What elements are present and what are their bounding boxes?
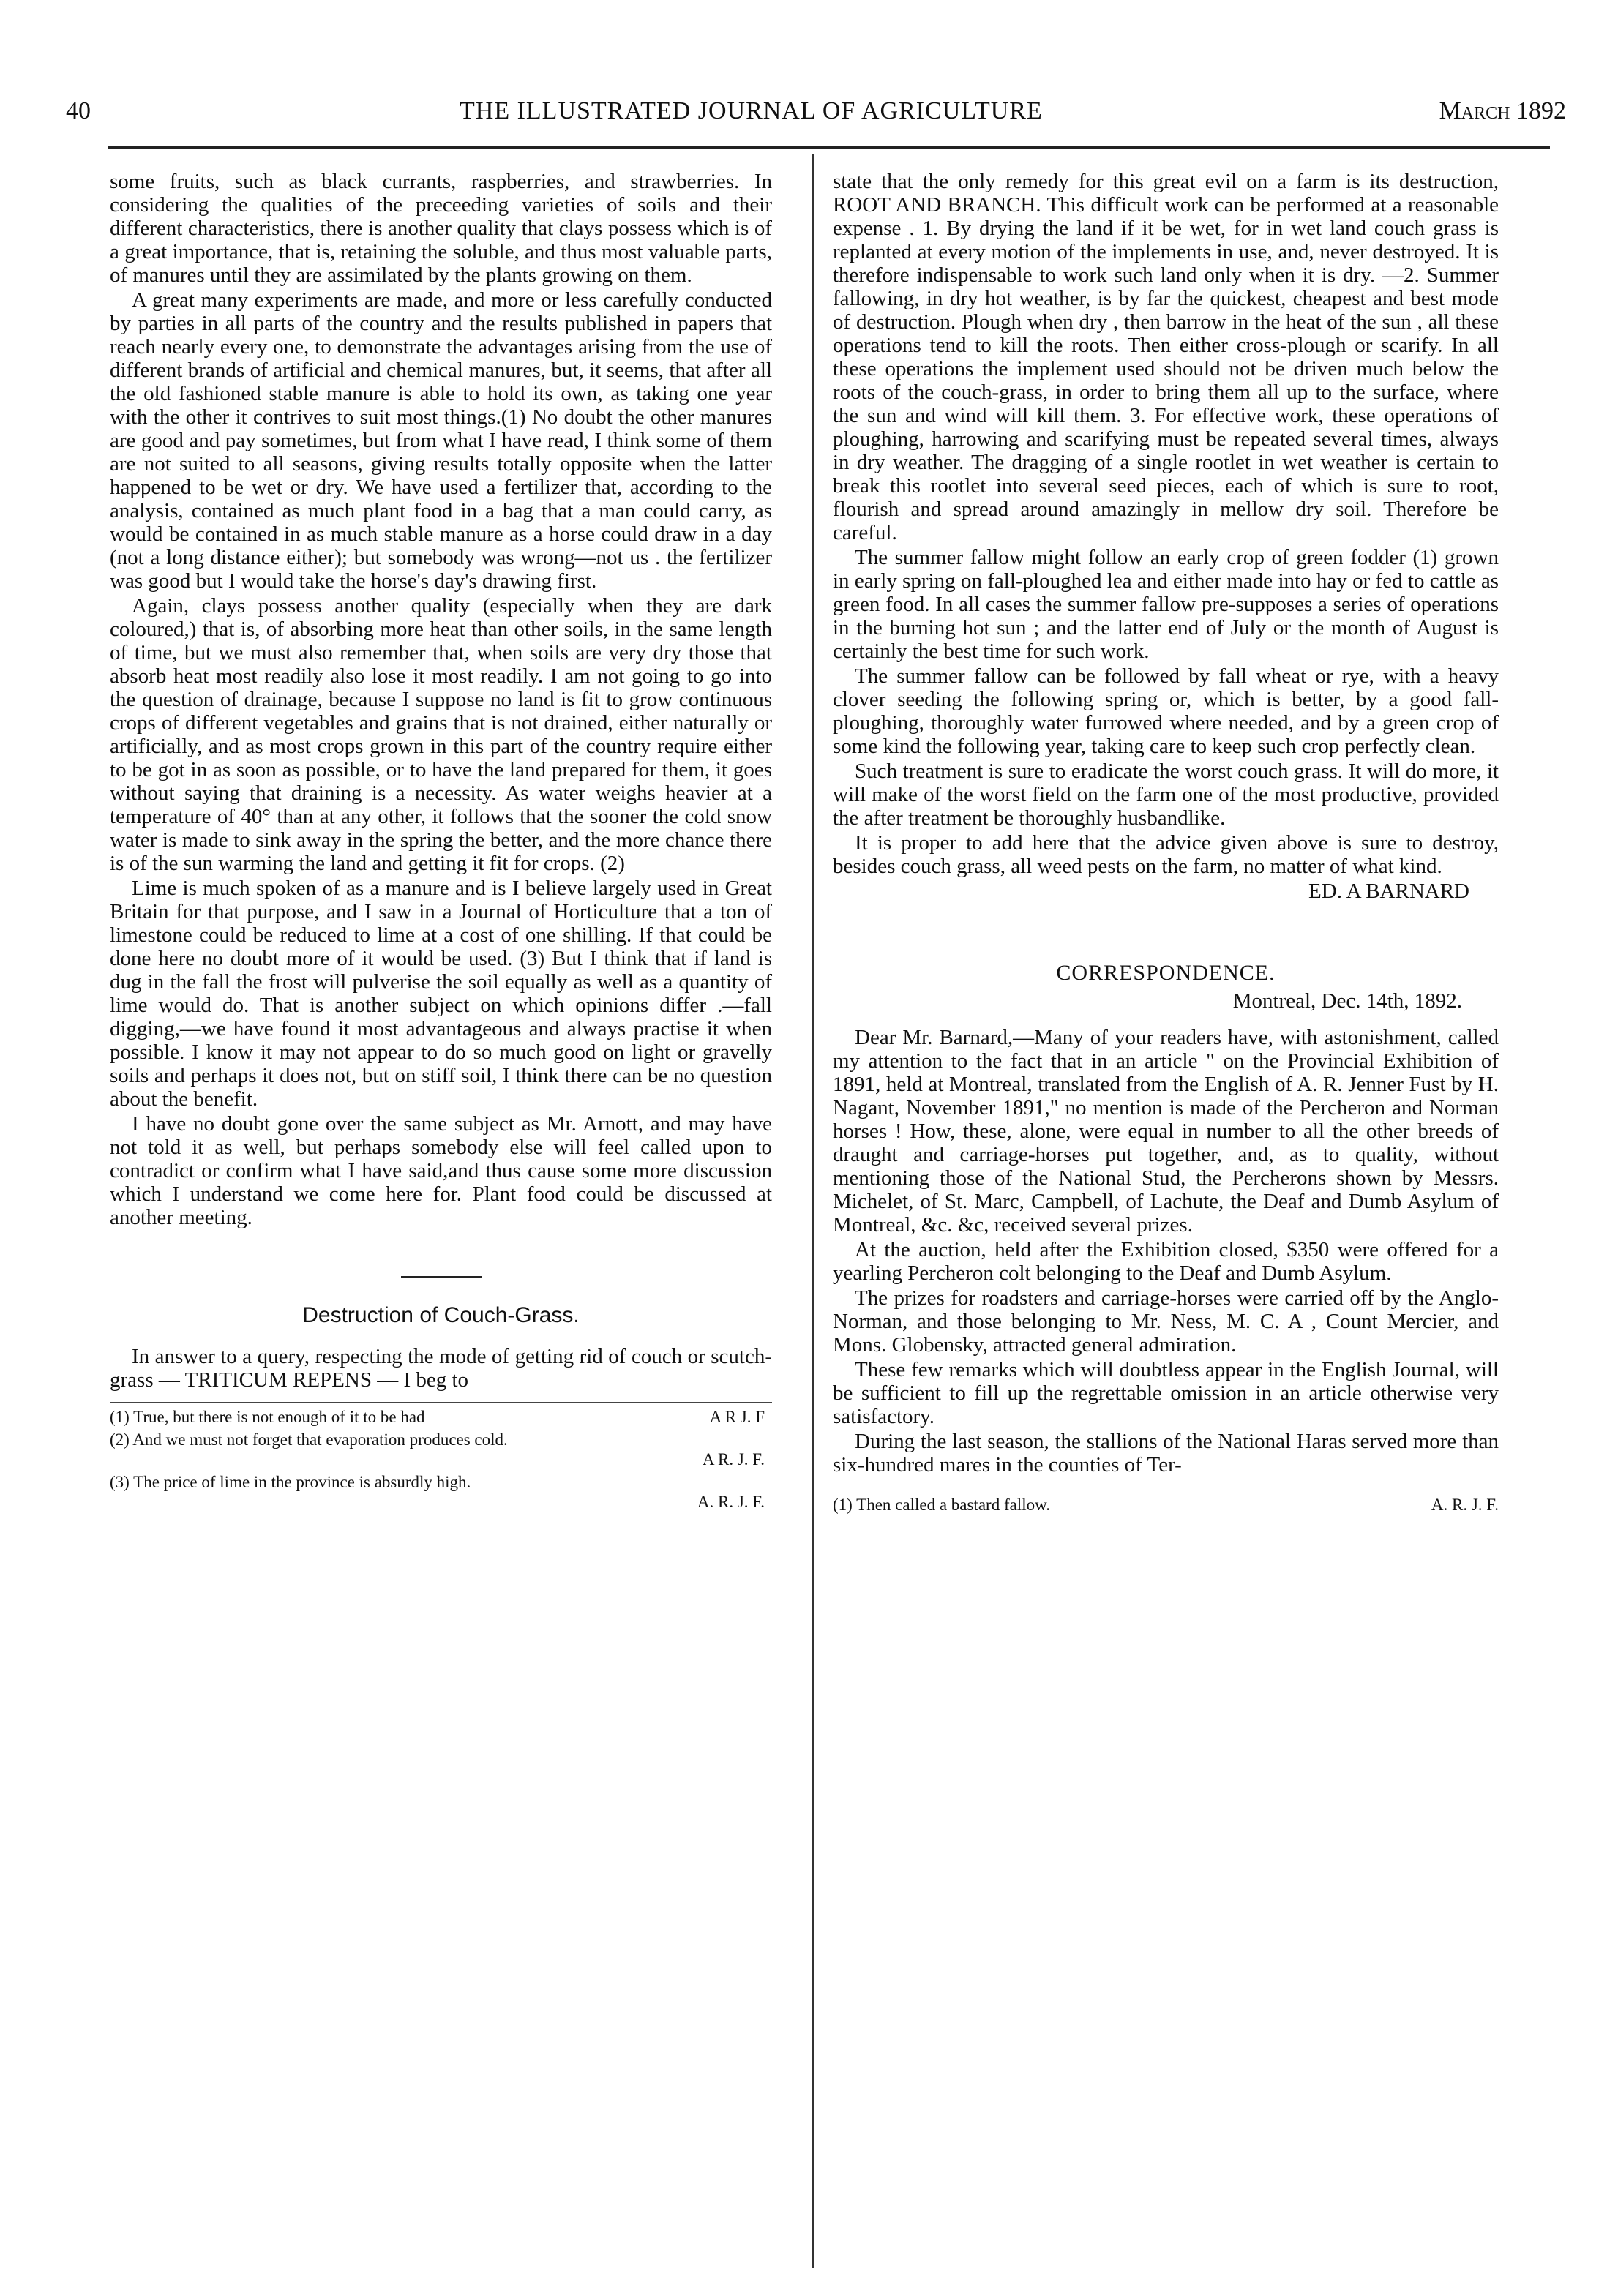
journal-title: THE ILLUSTRATED JOURNAL OF AGRICULTURE xyxy=(460,97,1043,124)
issue-date: March 1892 xyxy=(1439,97,1566,124)
paragraph: state that the only remedy for this great evil on a farm is its destruction, ROOT AND BRANCH. This difficult work can be performed at a reasonable expense . 1. By drying the land if it be wet, for in wet land couch grass is replanted at every motion of the implements in use, and, never destroyed. It is therefore indispensable to work such land only when it is dry. —2. Summer fallowing, in dry hot weather, is by far the quickest, cheapest and best mode of destruction. Plough when dry , then barrow in the heat of the sun , all these operations tend to kill the roots. Then either cross-plough or scarify. In all these operations the implement used should not be driven much below the roots of the couch-grass, in order to bring them all up to the surface, where the sun and wind will kill them. 3. For effective work, these operations of ploughing, harrowing and scarifying must be repeated several times, always in dry weather. The dragging of a single rootlet in wet weather is certain to break this rootlet into several seed pieces, each of which is sure to root, flourish and spread around amazingly in mellow dry soil. Therefore be careful. xyxy=(833,170,1499,544)
footnote xyxy=(110,1430,772,1469)
footnote-rule xyxy=(110,1402,772,1403)
paragraph: The summer fallow might follow an early crop of green fodder (1) grown in early spring on fall-ploughed lea and either made into hay or fed to cattle as green food. In all cases the summer fallow pre-supposes a series of operations in the burning hot sun ; and the latter end of July or the month of August is certainly the best time for such work. xyxy=(833,546,1499,663)
editor-signoff xyxy=(833,879,1499,903)
page-number: 40 xyxy=(66,97,91,124)
section-title: Destruction of Couch-Grass. xyxy=(302,1303,580,1327)
paragraph: A great many experiments are made, and more or less carefully conducted by parties in all parts of the country and the results published in papers that reach nearly every one, to demonstrate the advantages arising from the use of different brands of artificial and chemical manures, but, it seems, that after all the old fashioned stable manure is able to hold its own, as taking one year with the other it contrives to suit most things.(1) No doubt the other manures are good and pay sometimes, but from what I have read, I think some of them are not suited to all seasons, giving results totally opposite when the latter happened to be wet or dry. We have used a fertilizer that, according to the analysis, contained as much plant food in a bag that a man could carry, as would be contained in as much stable manure as a horse could draw in a day (not a long distance either); but somebody was wrong—not us . the fertilizer was good but I would take the horse's day's drawing first. xyxy=(110,288,772,593)
correspondence-title: CORRESPONDENCE. xyxy=(1056,961,1276,985)
footnote-text: (2) And we must not forget that evaporation produces cold. xyxy=(110,1430,508,1449)
section-intro: In answer to a query, respecting the mode of getting rid of couch or scutch-grass — TRITICUM REPENS — I beg to xyxy=(110,1345,772,1392)
paragraph: Lime is much spoken of as a manure and is I believe largely used in Great Britain for that purpose, and I saw in a Journal of Horticulture that a ton of limestone could be reduced to lime at a cost of one shilling. If that could be done here no doubt more of it would be used. (3) But I think that if land is dug in the fall the frost will pulverise the soil equally as well as a quantity of lime would do. That is another subject on which opinions differ .—fall digging,—we have found it most advantageous and always practise it when possible. I know it may not appear to do so much good on light or gravelly soils and perhaps it does not, but on stiff soil, I think there can be no question about the benefit. xyxy=(110,877,772,1111)
letter-paragraph: The prizes for roadsters and carriage-horses were carried off by the Anglo-Norman, and those belonging to Mr. Ness, M. C. A , Count Mercier, and Mons. Globensky, attracted general admiration. xyxy=(833,1286,1499,1357)
footnote xyxy=(110,1407,772,1427)
paragraph: Again, clays possess another quality (especially when they are dark coloured,) that is, of absorbing more heat than other soils, in the same length of time, but we must also remember that, when soils are very dry those that absorb heat most readily also lose it most readily. I am not going to go into the question of drainage, because I suppose no land is fit to grow continuous crops of different vegetables and grains that is not drained, either naturally or artificially, and as most crops grown in this part of the country require either to be got in as soon as possible, or to have the land prepared for them, it goes without saying that draining is a necessity. As water weighs heavier at a temperature of 40° than at any other, it follows that the sooner the cold snow water is made to sink away in the spring the better, and the more chance there is of the sun warming the land and getting it fit for crops. (2) xyxy=(110,594,772,875)
page-header xyxy=(59,95,1566,127)
letter-paragraph: At the auction, held after the Exhibition closed, $350 were offered for a yearling Percheron colt belonging to the Deaf and Dumb Asylum. xyxy=(833,1238,1499,1285)
letter-paragraph: These few remarks which will doubtless appear in the English Journal, will be sufficient to fill up the regrettable omission in an article otherwise very satisfactory. xyxy=(833,1358,1499,1428)
right-column xyxy=(833,170,1499,1517)
editor-signature: ED. A BARNARD xyxy=(1308,879,1469,903)
footnote xyxy=(833,1487,1499,1517)
column-divider xyxy=(812,154,814,2268)
letter-dateline: Montreal, Dec. 14th, 1892. xyxy=(1232,989,1462,1013)
paragraph: Such treatment is sure to eradicate the worst couch grass. It will do more, it will make of the worst field on the farm one of the most productive, provided the after treatment be thoroughly husbandlike. xyxy=(833,759,1499,830)
letter-paragraph: During the last season, the stallions of the National Haras served more than six-hundred mares in the counties of Ter- xyxy=(833,1430,1499,1477)
footnote xyxy=(110,1472,772,1512)
footnote-text: (1) Then called a bastard fallow. xyxy=(833,1496,1050,1514)
footnote-text: (1) True, but there is not enough of it to be had xyxy=(110,1408,425,1426)
paragraph: It is proper to add here that the advice given above is sure to destroy, besides couch grass, all weed pests on the farm, no matter of what kind. xyxy=(833,831,1499,878)
paragraph: I have no doubt gone over the same subject as Mr. Arnott, and may have not told it as well, but perhaps somebody else will feel called upon to contradict or confirm what I have said,and thus cause some more discussion which I understand we come here for. Plant food could be discussed at another meeting. xyxy=(110,1112,772,1229)
footnote-signature: A R J. F xyxy=(709,1408,765,1426)
letter-paragraph: Dear Mr. Barnard,—Many of your readers have, with astonishment, called my attention to the fact that in an article " on the Provincial Exhibition of 1891, held at Montreal, translated from the English of A. R. Jenner Fust by H. Nagant, November 1891," no mention is made of the Percheron and Norman horses ! How, these, alone, were equal in number to all the other breeds of draught and carriage-horses put together, and, as to quality, without mentioning those of the National Stud, the Percherons shown by Messrs. Michelet, of St. Marc, Campbell, of Lachute, the Deaf and Dumb Asylum of Montreal, &c. &c, received several prizes. xyxy=(833,1026,1499,1237)
footnote-text: (3) The price of lime in the province is absurdly high. xyxy=(110,1473,471,1491)
footnote-signature: A. R. J. F. xyxy=(1431,1496,1499,1514)
section-rule xyxy=(401,1276,482,1278)
paragraph: some fruits, such as black currants, raspberries, and strawberries. In considering the qualities of the preceeding varieties of soils and their different characteristics, there is another quality that clays possess which is of a great importance, that is, retaining the soluble, and thus most valuable parts, of manures until they are assimilated by the plants growing on them. xyxy=(110,170,772,287)
paragraph: The summer fallow can be followed by fall wheat or rye, with a heavy clover seeding the following spring or, which is better, by a good fall-ploughing, thoroughly water furrowed where needed, and by a green crop of some kind the following year, taking care to keep such crop perfectly clean. xyxy=(833,664,1499,758)
footnote-signature: A R. J. F. xyxy=(702,1450,765,1468)
footnote-signature: A. R. J. F. xyxy=(697,1493,765,1511)
left-column xyxy=(110,170,772,1515)
header-rule xyxy=(108,146,1550,149)
